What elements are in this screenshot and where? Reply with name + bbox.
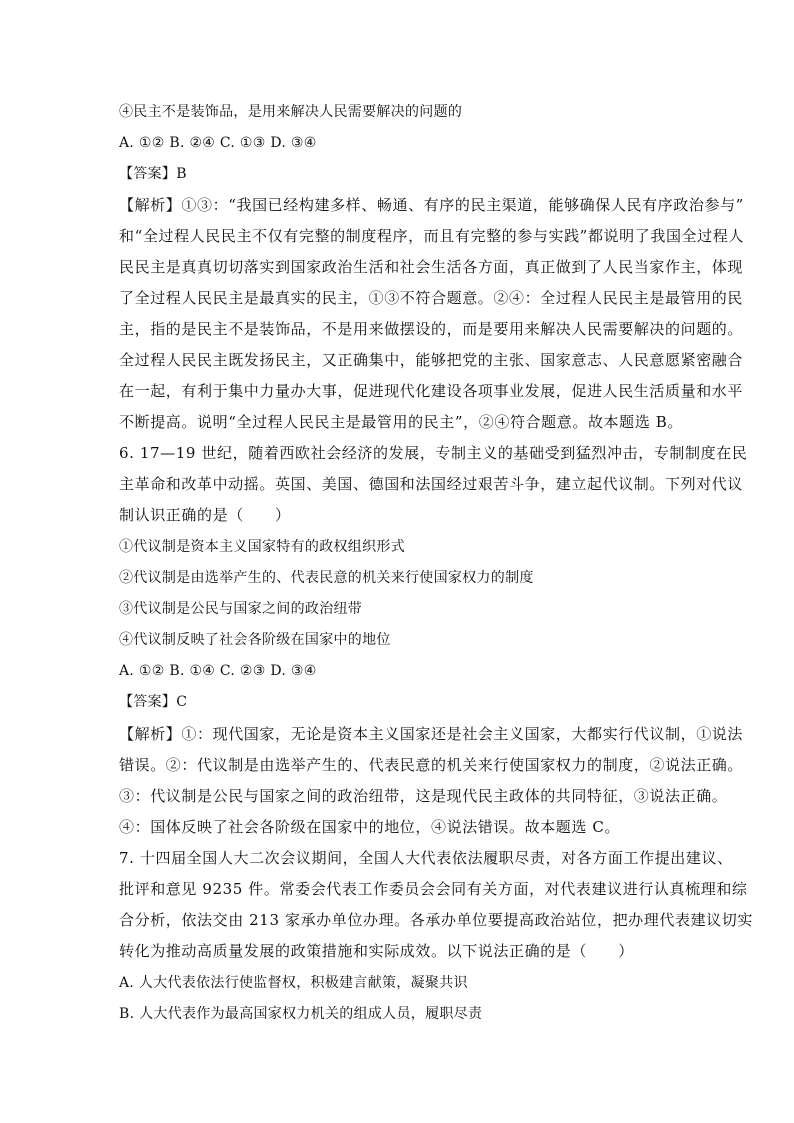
choices-line: A. ①② B. ①④ C. ②③ D. ③④ — [119, 663, 317, 679]
question-line: 6. 17—19 世纪，随着西欧社会经济的发展，专制主义的基础受到猛烈冲击，专制制度在民 — [119, 444, 748, 462]
question-line: 7. 十四届全国人大二次会议期间，全国人大代表依法履职尽责，对各方面工作提出建议、 — [119, 849, 733, 867]
analysis-line: 和“全过程人民民主不仅有完整的制度程序，而且有完整的参与实践”都说明了我国全过程人 — [119, 227, 744, 245]
analysis-line: 全过程人民民主既发扬民主，又正确集中，能够把党的主张、国家意志、人民意愿紧密融合 — [119, 351, 744, 369]
question-line: 主革命和改革中动摇。英国、美国、德国和法国经过艰苦斗争，建立起代议制。下列对代议 — [119, 475, 744, 493]
answer-line: 【答案】B — [119, 166, 187, 182]
option-line: ④民主不是装饰品，是用来解决人民需要解决的问题的 — [119, 104, 463, 120]
analysis-line: ③：代议制是公民与国家之间的政治纽带，这是现代民主政体的共同特征，③说法正确。 — [119, 787, 728, 805]
option-line: ④代议制反映了社会各阶级在国家中的地位 — [119, 632, 391, 648]
analysis-line: ④：国体反映了社会各阶级在国家中的地位，④说法错误。故本题选 C。 — [119, 818, 621, 836]
option-line: ③代议制是公民与国家之间的政治纽带 — [119, 601, 363, 617]
question-line: 合分析，依法交由 213 家承办单位办理。各承办单位要提高政治站位，把办理代表建议切实 — [119, 911, 753, 929]
analysis-line: 民民主是真真切切落实到国家政治生活和社会生活各方面，真正做到了人民当家作主，体现 — [119, 258, 744, 276]
analysis-line: 错误。②：代议制是由选举产生的、代表民意的机关来行使国家权力的制度，②说法正确。 — [119, 756, 744, 774]
analysis-line: 不断提高。说明“全过程人民民主是最管用的民主”，②④符合题意。故本题选 B。 — [119, 413, 683, 431]
choices-line: A. ①② B. ②④ C. ①③ D. ③④ — [119, 135, 317, 151]
answer-line: 【答案】C — [119, 694, 188, 710]
option-line: A. 人大代表依法行使监督权，积极建言献策，凝聚共识 — [119, 975, 468, 991]
question-line: 转化为推动高质量发展的政策措施和实际成效。以下说法正确的是（ ） — [119, 942, 634, 960]
analysis-line: 主，指的是民主不是装饰品，不是用来做摆设的，而是要用来解决人民需要解决的问题的。 — [119, 320, 744, 338]
option-line: B. 人大代表作为最高国家权力机关的组成人员，履职尽责 — [119, 1006, 483, 1022]
analysis-line: 在一起，有利于集中力量办大事，促进现代化建设各项事业发展，促进人民生活质量和水平 — [119, 382, 744, 400]
option-line: ①代议制是资本主义国家特有的政权组织形式 — [119, 539, 405, 555]
analysis-line: 了全过程人民民主是最真实的民主，①③不符合题意。②④：全过程人民民主是最管用的民 — [119, 289, 744, 307]
analysis-line: 【解析】①：现代国家，无论是资本主义国家还是社会主义国家，大都实行代议制，①说法 — [119, 725, 744, 743]
option-line: ②代议制是由选举产生的、代表民意的机关来行使国家权力的制度 — [119, 570, 534, 586]
question-line: 批评和意见 9235 件。常委会代表工作委员会会同有关方面，对代表建议进行认真梳理和综 — [119, 880, 748, 898]
question-line: 制认识正确的是（ ） — [119, 506, 291, 524]
analysis-line: 【解析】①③：“我国已经构建多样、畅通、有序的民主渠道，能够确保人民有序政治参与” — [119, 196, 744, 214]
